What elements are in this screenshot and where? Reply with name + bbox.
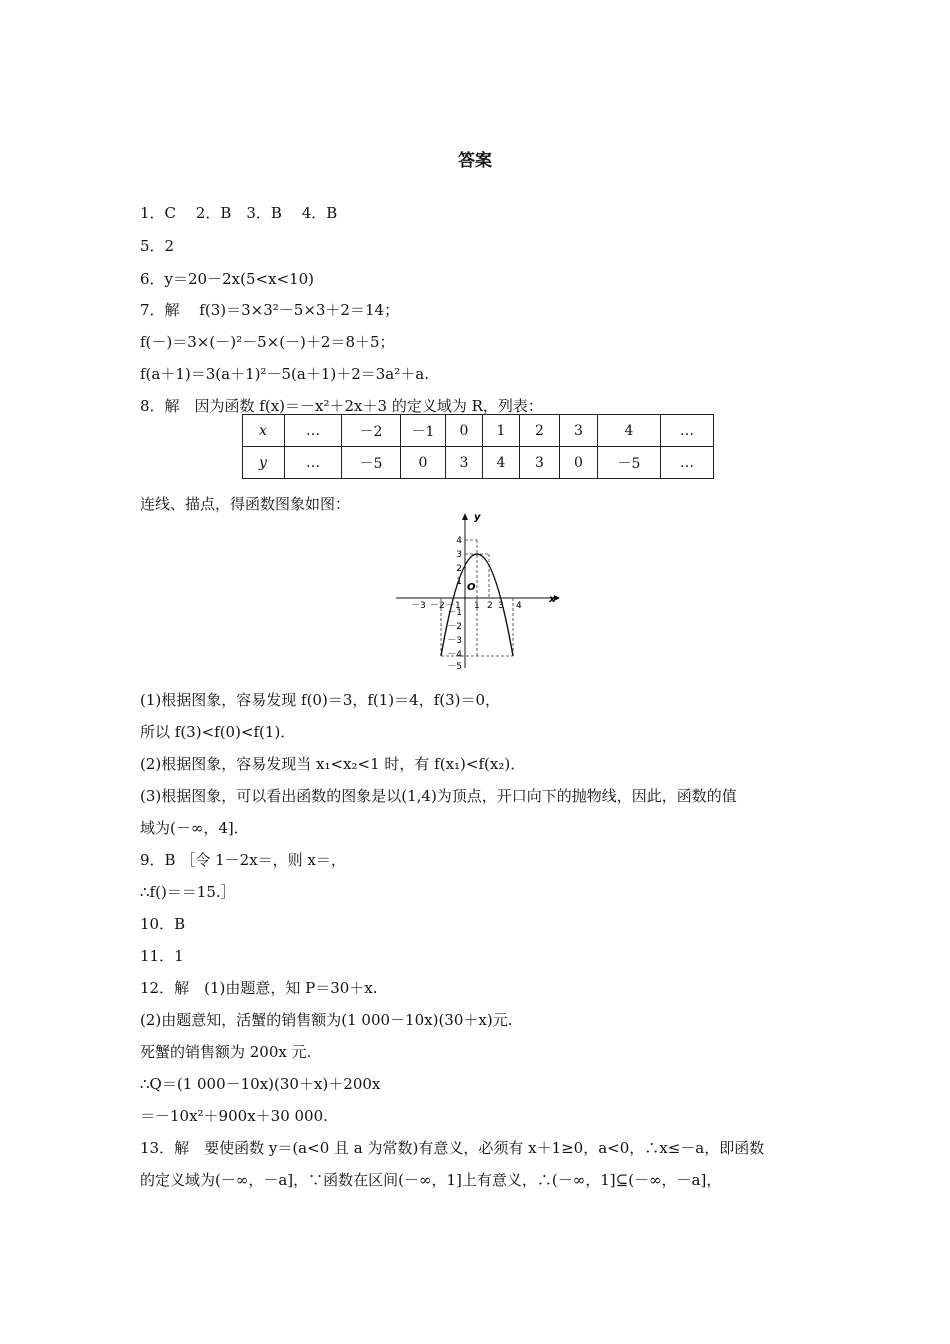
y-tick: －3 bbox=[447, 636, 462, 646]
answer-line-6: 6．y＝20－2x(5<x<10) bbox=[140, 270, 315, 288]
answer-line-8-1: (1)根据图象，容易发现 f(0)＝3，f(1)＝4，f(3)＝0， bbox=[140, 691, 501, 709]
table-cell: … bbox=[661, 447, 714, 479]
answer-line-7: 7．解 f(3)＝3×3²－5×3＋2＝14； bbox=[140, 301, 400, 319]
answer-line-12-2b: 死蟹的销售额为 200x 元. bbox=[140, 1043, 312, 1061]
answer-line-12-2c: ∴Q＝(1 000－10x)(30＋x)＋200x bbox=[140, 1075, 381, 1093]
answer-line-12-2d: ＝－10x²＋900x＋30 000. bbox=[140, 1107, 328, 1125]
answer-line-9b: ∴f()＝＝15.］ bbox=[140, 883, 236, 901]
x-tick: －3 bbox=[411, 601, 426, 611]
answer-line-7b: f(－)＝3×(－)²－5×(－)＋2＝8＋5； bbox=[140, 333, 395, 351]
answer-line-12: 12．解 (1)由题意，知 P＝30＋x. bbox=[140, 979, 378, 997]
table-cell: 3 bbox=[560, 415, 598, 447]
table-cell: … bbox=[285, 447, 342, 479]
answer-line-9: 9．B ［令 1－2x＝，则 x＝， bbox=[140, 851, 346, 869]
graph-caption: 连线、描点，得函数图象如图： bbox=[140, 495, 351, 513]
x-tick-labels bbox=[411, 601, 522, 611]
table-cell: x bbox=[243, 415, 285, 447]
x-tick: －2 bbox=[430, 601, 445, 611]
answer-line-1: 1．C 2．B 3．B 4．B bbox=[140, 204, 338, 222]
table-cell: －5 bbox=[342, 447, 401, 479]
table-cell: 0 bbox=[560, 447, 598, 479]
answer-line-5: 5．2 bbox=[140, 237, 175, 255]
y-tick: 4 bbox=[456, 536, 462, 546]
answer-line-12-2: (2)由题意知，活蟹的销售额为(1 000－10x)(30＋x)元. bbox=[140, 1011, 513, 1029]
y-tick: －2 bbox=[447, 622, 462, 632]
table-row-y bbox=[243, 447, 714, 479]
answer-line-7c: f(a＋1)＝3(a＋1)²－5(a＋1)＋2＝3a²＋a. bbox=[140, 365, 429, 383]
x-tick: －1 bbox=[446, 601, 461, 611]
origin-label: O bbox=[467, 582, 476, 593]
y-axis-label: y bbox=[474, 512, 481, 523]
value-table bbox=[242, 414, 714, 479]
x-tick: 4 bbox=[516, 601, 522, 611]
table-cell: 4 bbox=[483, 447, 520, 479]
y-tick: 3 bbox=[456, 550, 462, 560]
answer-line-8-1b: 所以 f(3)<f(0)<f(1)． bbox=[140, 723, 296, 741]
x-tick: 2 bbox=[487, 601, 493, 611]
table-cell: 2 bbox=[520, 415, 560, 447]
answer-line-13b: 的定义域为(－∞，－a]，∵函数在区间(－∞，1]上有意义，∴(－∞，1]⊆(－∞，－a]， bbox=[140, 1171, 722, 1189]
y-tick: 2 bbox=[456, 564, 462, 574]
x-tick: 3 bbox=[498, 601, 504, 611]
x-tick: 1 bbox=[474, 601, 480, 611]
table-cell: 0 bbox=[446, 415, 483, 447]
y-tick: －5 bbox=[447, 662, 462, 670]
y-tick: 1 bbox=[456, 577, 462, 587]
answer-line-8-3: (3)根据图象，可以看出函数的图象是以(1,4)为顶点，开口向下的抛物线，因此，函数的值 bbox=[140, 787, 737, 805]
table-cell: 3 bbox=[520, 447, 560, 479]
answer-line-10: 10．B bbox=[140, 915, 186, 933]
answer-line-8-2: (2)根据图象，容易发现当 x₁<x₂<1 时，有 f(x₁)<f(x₂)． bbox=[140, 755, 526, 773]
table-cell: 0 bbox=[401, 447, 446, 479]
table-cell: y bbox=[243, 447, 285, 479]
table-cell: －1 bbox=[401, 415, 446, 447]
table-cell: 3 bbox=[446, 447, 483, 479]
answer-line-11: 11．1 bbox=[140, 947, 184, 965]
answer-line-13: 13．解 要使函数 y＝(a<0 且 a 为常数)有意义，必须有 x＋1≥0，a<0，∴x≤－a，即函数 bbox=[140, 1139, 765, 1157]
answer-line-8: 8．解 因为函数 f(x)＝－x²＋2x＋3 的定义域为 R，列表： bbox=[140, 397, 543, 415]
x-axis-label: x bbox=[549, 594, 556, 605]
table-cell: －5 bbox=[598, 447, 661, 479]
page-title: 答案 bbox=[458, 151, 492, 171]
y-tick: －1 bbox=[447, 608, 462, 618]
table-row-x bbox=[243, 415, 714, 447]
parabola-graph bbox=[394, 510, 564, 670]
y-axis-arrow bbox=[462, 513, 468, 520]
answer-line-8-3b: 域为(－∞，4]． bbox=[140, 819, 249, 837]
y-tick: －4 bbox=[447, 650, 462, 660]
table-cell: －2 bbox=[342, 415, 401, 447]
table-cell: … bbox=[661, 415, 714, 447]
table-cell: … bbox=[285, 415, 342, 447]
table-cell: 1 bbox=[483, 415, 520, 447]
table-cell: 4 bbox=[598, 415, 661, 447]
